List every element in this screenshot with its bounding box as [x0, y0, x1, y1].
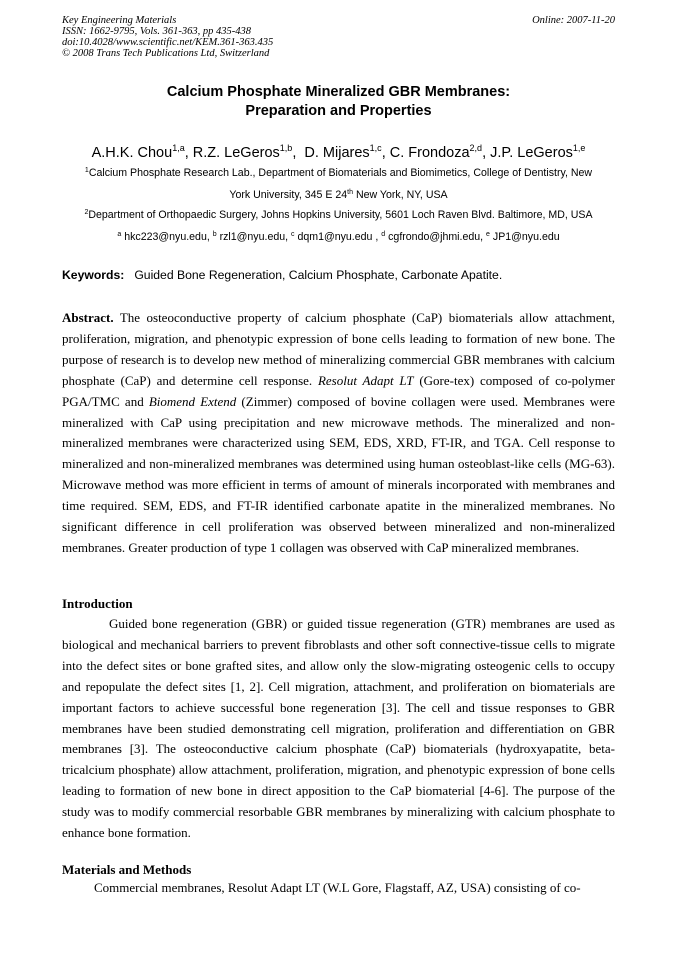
author-affil-mark: 1,c [369, 143, 382, 153]
affiliation-number: 1 [84, 167, 89, 174]
keywords-line [62, 266, 615, 284]
abstract-text: (Zimmer) composed of bovine collagen were used. Membranes were mineralized with CaP using precipitation and new microwave methods. The mineralized and non-mineralized membranes were characterized using SEM, EDS, XRD, FT-IR, and TGA. Cell response to mineralized and non-mineralized membranes was determined using human osteoblast-like cells (MG-63). Microwave method was more efficient in terms of amount of minerals incorporated with membranes and time required. SEM, EDS, and FT-IR identified carbonate apatite in the mineralized membranes. No significant difference in cell proliferation was observed between mineralized and non-mineralized membranes. Greater production of type 1 collagen was observed with CaP mineralized membranes. [62, 393, 616, 555]
journal-name: Key Engineering Materials [62, 15, 177, 26]
email-mark: c [291, 231, 295, 238]
product-name: Resolut Adapt LT [317, 372, 414, 388]
introduction-paragraph: Guided bone regeneration (GBR) or guided tissue regeneration (GTR) membranes are used as biological and mechanical barriers to prevent fibroblasts and other soft connective-tissue cells to migrate into the defect sites or bone grafted sites, and allow only the slow-migrating osteogenic cells to occupy and repopulate the defect sites [1, 2]. Cell migration, attachment, and proliferation on biomaterials are important factors to achieve successful bone regeneration [3]. The cell and tissue responses to GBR membranes have been studied demonstrating cell migration, proliferation and differentiation on GBR membranes [3]. The osteoconductive calcium phosphate (CaP) biomaterials (hydroxyapatite, beta-tricalcium phosphate) allow attachment, proliferation, migration, and phenotypic expression of bone cells leading to formation of new bone in direct apposition to the CaP biomaterial [4-6]. The purpose of the study was to modify commercial resorbable GBR membranes by mineralizing with calcium phosphate to enhance bone formation. [62, 616, 615, 841]
abstract-text: (Gore-tex) composed of co-polymer PGA/TMC and [62, 372, 615, 409]
affiliation-1-line-2 [62, 184, 615, 206]
affiliation-text: Department of Orthopaedic Surgery, Johns Hopkins University, 5601 Loch Raven Blvd. Baltimore, MD, USA [88, 209, 593, 221]
affiliation-1-line-1 [62, 162, 615, 184]
affiliation-1 [62, 162, 615, 206]
author-name: R.Z. LeGeros [192, 145, 280, 161]
methods-heading: Materials and Methods [62, 862, 192, 877]
email-address[interactable]: JP1@nyu.edu [492, 231, 560, 243]
email-mark: b [212, 231, 217, 238]
affiliation-text: York University, 345 E 24 [229, 189, 348, 201]
doi-line: doi:10.4028/www.scientific.net/KEM.361-363.435 [62, 37, 274, 48]
author-name: A.H.K. Chou [91, 145, 173, 161]
copyright-line: © 2008 Trans Tech Publications Ltd, Switzerland [62, 48, 270, 59]
email-address[interactable]: cgfrondo@jhmi.edu, [388, 231, 484, 243]
author-affil-mark: 1,a [172, 143, 185, 153]
abstract-paragraph [62, 308, 615, 559]
abstract-label: Abstract. [62, 310, 114, 325]
affiliation-2 [62, 204, 615, 226]
author-affil-mark: 1,e [572, 143, 586, 153]
title-line-2: Preparation and Properties [245, 103, 432, 119]
email-list [62, 226, 615, 248]
keywords-text: Guided Bone Regeneration, Calcium Phosphate, Carbonate Apatite. [134, 268, 503, 282]
affiliation-number: 2 [84, 209, 89, 216]
email-mark: e [486, 231, 490, 238]
title-line-1: Calcium Phosphate Mineralized GBR Membranes: [166, 84, 511, 100]
issn-line: ISSN: 1662-9795, Vols. 361-363, pp 435-438 [62, 26, 251, 37]
keywords-label: Keywords: [62, 268, 125, 282]
affiliation-text: Calcium Phosphate Research Lab., Department of Biomaterials and Biomimetics, College of Dentistry, New [88, 167, 593, 179]
author-name: J.P. LeGeros [490, 145, 573, 161]
product-name: Biomend Extend [148, 393, 237, 409]
affiliation-text: New York, NY, USA [353, 189, 448, 201]
author-name: C. Frondoza [389, 145, 470, 161]
abstract-text: The osteoconductive property of calcium phosphate (CaP) biomaterials allow attachment, proliferation, migration, and phenotypic expression of bone cells leading to formation of new bone. The purpose of research is to develop new method of mineralizing commercial GBR membranes with calcium phosphate (CaP) and determine cell response. [62, 310, 615, 388]
author-name: D. Mijares [304, 145, 370, 161]
author-affil-mark: 1,b [279, 143, 293, 153]
online-date: Online: 2007-11-20 [532, 15, 615, 26]
email-address[interactable]: rzl1@nyu.edu, [219, 231, 289, 243]
methods-paragraph: Commercial membranes, Resolut Adapt LT (W.L Gore, Flagstaff, AZ, USA) consisting of co- [94, 880, 581, 895]
author-list: A.H.K. Chou$^{1,a}$, R.Z. LeGeros$^{1,b}$, D. Mijares$^{1,c}$, C. Frondoza$^{2,d}$, J.P. LeGeros$^{1,e}$ [91, 143, 586, 161]
email-mark: d [381, 231, 386, 238]
paper-title [62, 83, 615, 121]
ordinal-suffix: th [347, 189, 353, 196]
introduction-heading: Introduction [62, 596, 133, 611]
journal-header [62, 15, 615, 59]
email-address[interactable]: dqm1@nyu.edu , [297, 231, 379, 243]
author-affil-mark: 2,d [469, 143, 483, 153]
email-mark: a [117, 231, 122, 238]
email-address[interactable]: hkc223@nyu.edu, [124, 231, 210, 243]
